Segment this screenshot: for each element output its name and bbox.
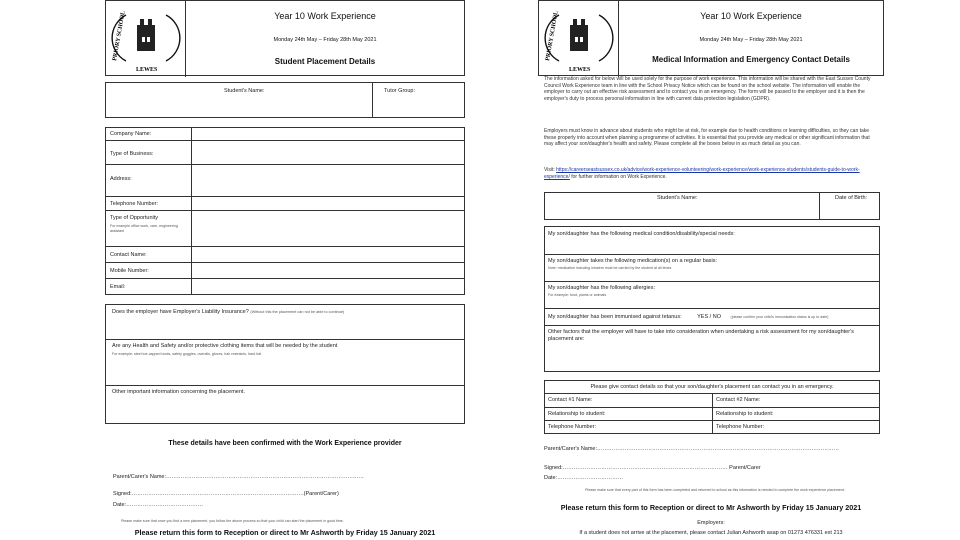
contact-heading: Please give contact details so that your son/daughter's placement can contact you in an emergency. <box>590 384 834 390</box>
parent-signature-line: Signed:……………………………………………………………………………… Parent/Carer <box>544 465 761 471</box>
date-of-birth-label: Date of Birth: <box>835 195 868 201</box>
contact1-telephone-label: Telephone Number: <box>548 424 597 430</box>
svg-text:PRIORY SCHOOL: PRIORY SCHOOL <box>545 10 560 62</box>
student-placement-form <box>105 0 465 540</box>
company-name-label: Company Name: <box>110 131 152 137</box>
employers-note: If a student does not arrive at the placement, please contact Julian Ashworth asap on 01273 476331 ext 213 <box>579 530 843 536</box>
form-title: Year 10 Work Experience <box>700 11 802 21</box>
form-header <box>105 0 465 76</box>
opportunity-note: For example office work, care, engineering assistant <box>110 224 178 233</box>
address-label: Address: <box>110 176 132 182</box>
employers-label: Employers: <box>697 520 725 526</box>
other-factors-label: Other factors that the employer will have to take into consideration when undertaking a risk assessment for my son/daughter's placement are: <box>548 329 854 342</box>
date-line: Date:…………………………………… <box>113 502 204 508</box>
confirmation-heading: These details have been confirmed with the Work Experience provider <box>168 440 402 447</box>
date-line: Date:……………………………… <box>544 475 624 481</box>
intro-paragraph-1: The information asked for below will be used solely for the purpose of work experience. This information will be shared with the East Sussex County Council Work Experience team in line with the School Privacy Notice which can be found on the school website. The information will enable the employer to carry out an effective risk assessment and to contact you in an emergency. The form will be passed to the employer and it is then the employer's duty to process personal information in line with current data protection legislation (GDPR). <box>544 76 871 102</box>
placement-questions-box <box>105 304 465 424</box>
telephone-label: Telephone Number: <box>110 201 159 207</box>
return-instructions: Please return this form to Reception or direct to Mr Ashworth by Friday 15 January 2021 <box>134 528 436 537</box>
form-dates: Monday 24th May – Friday 28th May 2021 <box>699 37 803 43</box>
medical-info-form <box>538 0 884 540</box>
tetanus-row: My son/daughter has been immunised against tetanus: YES / NO (please confirm your child's immunisation status is up to date) <box>548 314 829 320</box>
work-experience-link[interactable]: https://careerseastsussex.co.uk/advice/work-experience-volunteering/work-experience/work-experience-students/students-guide-to-work-experience/ <box>544 167 860 180</box>
contact2-name-label: Contact #2 Name: <box>716 397 761 403</box>
footnote: Please make sure that every part of this form has been completed and returned to school as this information is needed to complete the work experience placement. <box>585 488 845 492</box>
student-row[interactable] <box>544 192 880 220</box>
contact2-telephone-label: Telephone Number: <box>716 424 765 430</box>
placement-details-table <box>105 127 465 295</box>
tetanus-yes-no[interactable]: YES / NO <box>697 314 721 320</box>
emergency-contact-table <box>544 380 880 434</box>
allergies-note: For example: food, plants or animals <box>548 293 607 297</box>
contact1-relationship-label: Relationship to student: <box>548 411 606 417</box>
form-header <box>538 0 884 76</box>
form-title: Year 10 Work Experience <box>274 11 376 21</box>
contact1-name-label: Contact #1 Name: <box>548 397 593 403</box>
tutor-group-label: Tutor Group: <box>384 88 415 94</box>
svg-text:LEWES: LEWES <box>569 67 591 73</box>
mobile-number-label: Mobile Number: <box>110 268 149 274</box>
medical-info-table <box>544 226 880 372</box>
medication-note: Note: medication including inhalers must be carried by the student at all times <box>548 266 672 270</box>
form-subtitle: Medical Information and Emergency Contact Details <box>652 55 850 64</box>
health-safety-question: Are any Health and Safety and/or protective clothing items that will be needed by the student <box>112 343 338 349</box>
parent-signature-line: Signed:………………………………………………………………………………….(Parent/Carer) <box>113 491 339 497</box>
footnote: Please make sure that once you find a new placement, you follow the above process so that your child can start the placement in good time. <box>121 519 344 523</box>
other-info-label: Other important information concerning the placement. <box>112 389 245 395</box>
priory-school-logo <box>106 1 186 77</box>
contact2-relationship-label: Relationship to student: <box>716 411 774 417</box>
contact-name-label: Contact Name: <box>110 252 147 258</box>
visit-text: Visit: https://careerseastsussex.co.uk/advice/work-experience-volunteering/work-experience/work-experience-students/students-guide-to-work-experience/ for further information on Work Experience. <box>544 167 860 180</box>
intro-paragraph-2: Employers must know in advance about students who might be at risk, for example due to health conditions or learning difficulties, so they can take these properly into account when planning a programme of activities. It is essential that you provide any medical or other significant information that may affect your son/daughter's health and safety. Please complete all the boxes below in as much detail as you can. <box>544 128 870 148</box>
priory-school-logo <box>539 1 619 77</box>
form-subtitle: Student Placement Details <box>274 57 376 66</box>
insurance-question: Does the employer have Employer's Liability Insurance? (Without this the placement can not be able to continue) <box>112 309 345 315</box>
form-dates: Monday 24th May – Friday 28th May 2021 <box>273 37 377 43</box>
student-name-label: Student's Name: <box>224 88 265 94</box>
student-row[interactable] <box>105 82 465 118</box>
medication-label: My son/daughter takes the following medication(s) on a regular basis: <box>548 258 718 264</box>
business-type-label: Type of Business: <box>110 151 154 157</box>
opportunity-label: Type of Opportunity <box>110 215 158 221</box>
svg-text:PRIORY SCHOOL: PRIORY SCHOOL <box>112 10 127 62</box>
health-safety-note: For example: steel toe-capped boots, safety goggles, overalls, gloves, hair restraints, hard hat <box>112 352 262 356</box>
parent-name-line: Parent/Carer's Name:……………………………………………………………………………………………… <box>113 474 365 480</box>
email-label: Email: <box>110 284 126 290</box>
svg-text:LEWES: LEWES <box>136 67 158 73</box>
parent-name-line: Parent/Carer's Name:…………………………………………………………………………………………………………………… <box>544 446 840 452</box>
medical-condition-label: My son/daughter has the following medical condition/disability/special needs: <box>548 231 735 237</box>
return-instructions: Please return this form to Reception or direct to Mr Ashworth by Friday 15 January 2021 <box>560 503 862 512</box>
allergies-label: My son/daughter has the following allergies: <box>548 285 656 291</box>
student-name-label: Student's Name: <box>657 195 698 201</box>
